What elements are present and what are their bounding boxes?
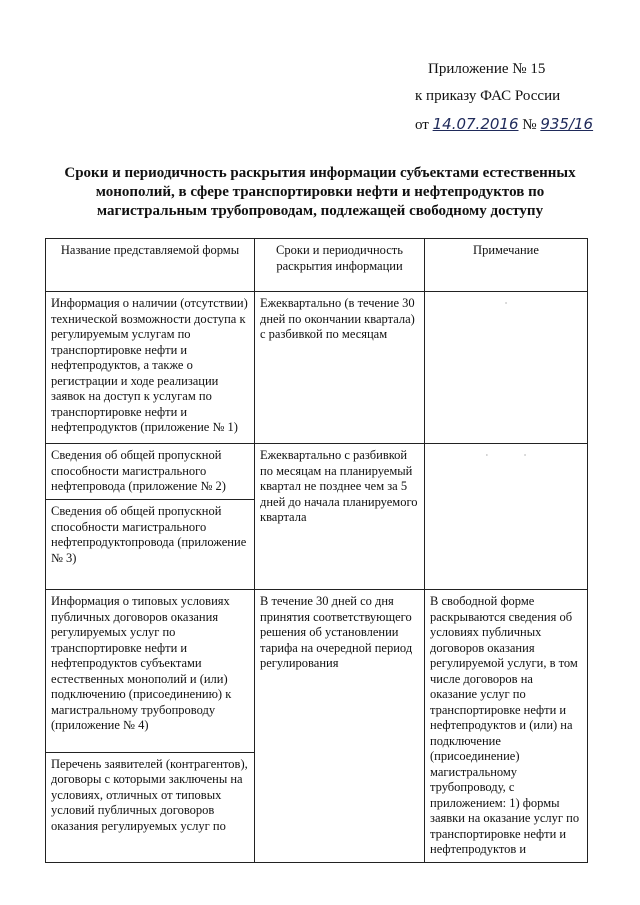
term-cell: В течение 30 дней со дня принятия соответствующего решения об установлении тарифа на очередной период регулирования (255, 590, 425, 863)
form-cell: Сведения об общей пропускной способности магистрального нефтепровода (приложение № 2) (46, 444, 255, 500)
table-row (46, 590, 588, 753)
date-prefix: от (415, 117, 429, 133)
handwritten-number: 935/16 (540, 115, 594, 133)
appendix-number: Приложение № 15 (428, 61, 546, 77)
order-date-line (415, 115, 593, 134)
document-title: Сроки и периодичность раскрытия информации субъектами естественных монополий, в сфере транспортировки нефти и нефтепродуктов по магистральным трубопроводам, подлежащей свободному доступу (64, 165, 576, 219)
form-cell: Сведения об общей пропускной способности магистрального нефтепродуктопровода (приложение № 3) (46, 500, 255, 590)
scan-dot: · (504, 299, 508, 308)
disclosure-table (45, 238, 588, 863)
column-header-note: Примечание (425, 239, 588, 292)
appendix-header (0, 0, 640, 140)
table-header-row (46, 239, 588, 292)
term-cell: Ежеквартально с разбивкой по месяцам на планируемый квартал не позднее чем за 5 дней до начала планируемого квартала (255, 444, 425, 590)
column-header-term: Сроки и периодичность раскрытия информации (255, 239, 425, 292)
term-cell: Ежеквартально (в течение 30 дней по окончании квартала) с разбивкой по месяцам (255, 292, 425, 444)
note-cell (425, 444, 588, 590)
scan-dot: · · (485, 451, 527, 460)
order-reference: к приказу ФАС России (415, 88, 561, 104)
form-cell: Информация о наличии (отсутствии) технической возможности доступа к регулируемым услугам по транспортировке нефти и нефтепродуктов, а также о регистрации и ходе реализации заявок на доступ к услугам по транспортировке нефти и нефтепродуктов (приложение № 1) (46, 292, 255, 444)
table-row (46, 444, 588, 500)
table-row (46, 292, 588, 444)
form-cell: Перечень заявителей (контрагентов), договоры с которыми заключены на условиях, отличных от типовых условий публичных договоров оказания регулируемых услуг по (46, 752, 255, 862)
number-sign: № (522, 117, 537, 133)
column-header-form: Название представляемой формы (46, 239, 255, 292)
note-cell: В свободной форме раскрываются сведения об условиях публичных договоров оказания регулируемой услуги, в том числе договоров на оказание услуг по транспортировке нефти и нефтепродуктов и (или) на подключение (присоединение) магистральному трубопроводу, с приложением: 1) формы заявки на оказание услуг по транспортировке нефти и нефтепродуктов и (425, 590, 588, 863)
handwritten-date: 14.07.2016 (432, 115, 519, 133)
form-cell: Информация о типовых условиях публичных договоров оказания регулируемых услуг по транспортировке нефти и нефтепродуктов субъектами естественных монополий и (или) подключению (присоединению) к магистральному трубопроводу (приложение № 4) (46, 590, 255, 753)
note-cell (425, 292, 588, 444)
